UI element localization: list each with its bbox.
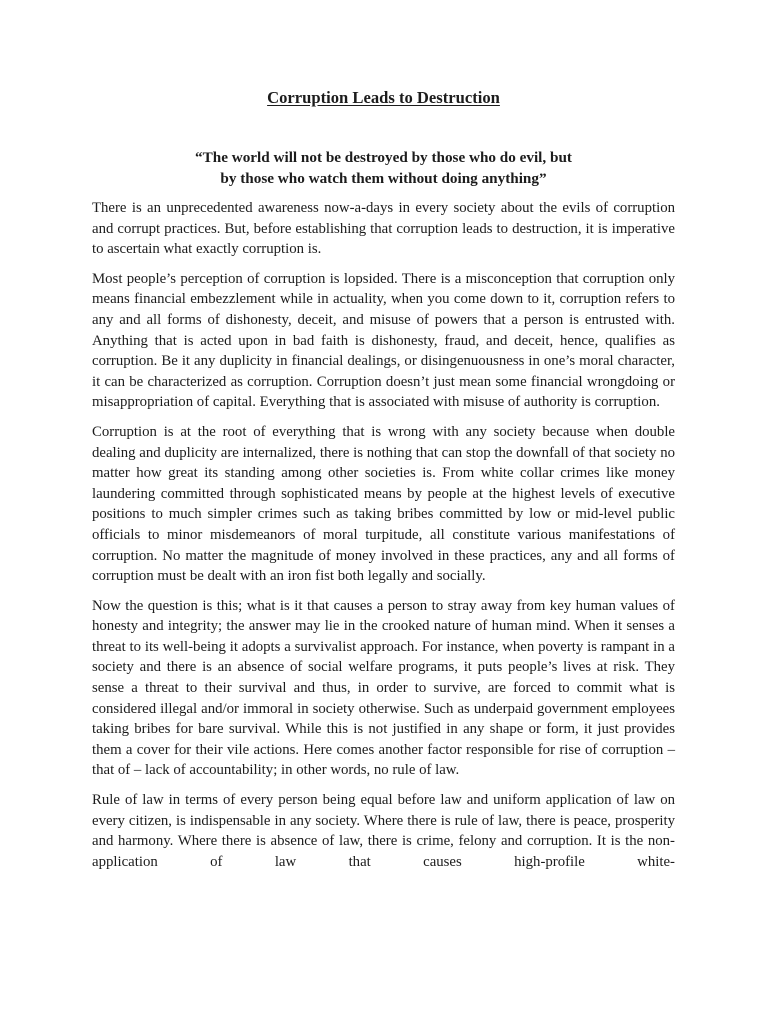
epigraph-quote	[92, 147, 675, 189]
paragraph-2: Most people’s perception of corruption is lopsided. There is a misconception that corruption only means financial embezzlement while in actuality, when you come down to it, corruption refers to any and all forms of dishonesty, deceit, and misuse of powers that a person is entrusted with. Anything that is acted upon in bad faith is dishonesty, fraud, and deceit, hence, qualifies as corruption. Be it any duplicity in financial dealings, or disingenuousness in one’s moral character, it can be characterized as corruption. Corruption doesn’t just mean some financial wrongdoing or misappropriation of capital. Everything that is associated with misuse of authority is corruption.	[92, 270, 675, 411]
document-title: Corruption Leads to Destruction	[267, 88, 500, 107]
paragraph-5: Rule of law in terms of every person being equal before law and uniform application of law on every citizen, is indispensable in any society. Where there is rule of law, there is peace, prosperity and harmony. Where there is absence of law, there is crime, felony and corruption. It is the non-application of law that causes high-profile white-	[92, 792, 675, 870]
paragraph-4: Now the question is this; what is it that causes a person to stray away from key human values of honesty and integrity; the answer may lie in the crooked nature of human mind. When it senses a threat to its well-being it adopts a survivalist approach. For instance, when poverty is rampant in a society and there is an absence of social welfare programs, it puts people’s lives at risk. They sense a threat to their survival and thus, in order to survive, are forced to commit what is considered illegal and/or immoral in society otherwise. Such as underpaid government employees taking bribes for bare survival. While this is not justified in any shape or form, it just provides them a cover for their vile actions. Here comes another factor responsible for rise of corruption – that of – lack of accountability; in other words, no rule of law.	[92, 597, 675, 779]
paragraph-3: Corruption is at the root of everything that is wrong with any society because when double dealing and duplicity are internalized, there is nothing that can stop the downfall of that society no matter how great its standing among other societies is. From white collar crimes like money laundering committed through sophisticated means by people at the highest levels of executive positions to much simpler crimes such as taking bribes committed by low or mid-level public officials to minor misdemeanors of moral turpitude, all constitute various manifestations of corruption. No matter the magnitude of money involved in these practices, any and all forms of corruption must be dealt with an iron fist both legally and socially.	[92, 423, 675, 585]
paragraph-1: There is an unprecedented awareness now-a-days in every society about the evils of corruption and corrupt practices. But, before establishing that corruption leads to destruction, it is imperative to ascertain what exactly corruption is.	[92, 200, 675, 258]
quote-line-2: by those who watch them without doing anything”	[220, 170, 547, 187]
quote-line-1: “The world will not be destroyed by those who do evil, but	[195, 149, 572, 166]
document-page	[92, 86, 675, 872]
